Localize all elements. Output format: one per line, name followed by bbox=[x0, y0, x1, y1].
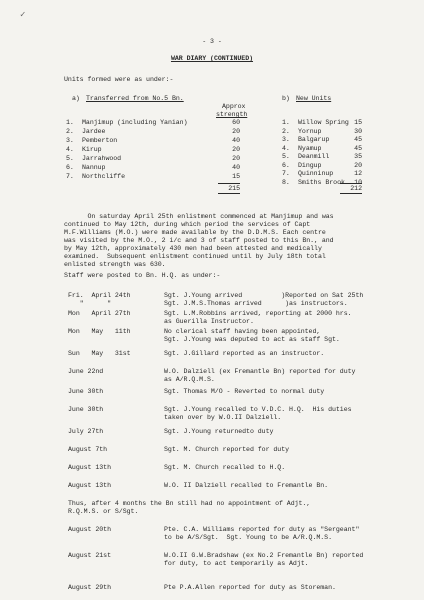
table-row-value: 12 bbox=[354, 170, 362, 177]
punch-hole-mark: ✓ bbox=[20, 10, 26, 20]
table-row-name: Northcliffe bbox=[82, 173, 125, 180]
table-row-number: 4. bbox=[66, 146, 74, 153]
paragraph-line: continued to May 12th, during which period the services of Capt bbox=[64, 221, 311, 228]
table-row-name: Nannup bbox=[82, 164, 106, 171]
table-row-number: 7. bbox=[282, 170, 290, 177]
entry-text: Sgt. Thomas M/O - Reverted to normal duty bbox=[164, 388, 325, 395]
entry-text: Pte P.A.Allen reported for duty as Storeman. bbox=[164, 584, 336, 591]
entry-date: August 7th bbox=[68, 446, 108, 453]
transferred-heading: Transferred from No.5 Bn. bbox=[86, 95, 184, 102]
entry-date: June 22nd bbox=[68, 368, 104, 375]
entry-text: Sgt. J.Gillard reported as an instructor. bbox=[164, 350, 325, 357]
entry-date: August 13th bbox=[68, 464, 111, 471]
page-title: WAR DIARY (CONTINUED) bbox=[170, 55, 254, 62]
table-row-number: 6. bbox=[282, 161, 290, 169]
table-row-value: 40 bbox=[232, 164, 240, 171]
entry-text: Pte. C.A. Williams reported for duty as "Sergeant" bbox=[164, 526, 360, 533]
table-row-value: 20 bbox=[232, 128, 240, 135]
paragraph-line: enlisted strength was 630. bbox=[64, 261, 166, 268]
table-row-number: 8. bbox=[282, 178, 290, 186]
table-row-value: 15 bbox=[232, 173, 240, 180]
thus-line: Thus, after 4 months the Bn still had no appointment of Adjt., bbox=[68, 500, 311, 507]
table-row-name: Quinninup bbox=[298, 170, 334, 177]
table-row-value: 15 bbox=[354, 119, 362, 126]
table-row-number: 5. bbox=[66, 155, 74, 162]
paragraph-line: was visited by the M.O., 2 i/c and 3 of staff posted to this Bn., and bbox=[64, 237, 334, 244]
entry-text: W.O. II Dalziell recalled to Fremantle Bn. bbox=[164, 482, 329, 489]
transferred-total: 215 bbox=[228, 185, 240, 192]
table-row-number: 2. bbox=[282, 127, 290, 135]
entry-text: as A/R.Q.M.S. bbox=[164, 376, 215, 383]
table-row-value: 45 bbox=[354, 136, 362, 143]
entry-date: June 30th bbox=[68, 406, 104, 413]
table-row-number: 3. bbox=[282, 136, 290, 143]
table-row-value: 60 bbox=[232, 119, 240, 126]
table-row-value: 20 bbox=[232, 155, 240, 162]
entry-text: W.O.II G.W.Bradshaw (ex No.2 Fremantle Bn) reported bbox=[164, 552, 364, 559]
table-row-value: 35 bbox=[354, 153, 362, 160]
entry-date: August 29th bbox=[68, 584, 111, 591]
table-row-value: 10 bbox=[354, 178, 362, 186]
entry-text: Sgt. J.Young arrived )Reported on Sat 25th bbox=[164, 292, 364, 299]
table-row-number: 3. bbox=[66, 137, 74, 144]
entry-text: Sgt. J.Young returnedto duty bbox=[164, 428, 274, 435]
table-row-name: Manjimup (including Yanian) bbox=[82, 119, 188, 126]
strength-label: strength bbox=[216, 111, 248, 118]
entry-date: Mon April 27th bbox=[68, 310, 131, 317]
entry-text: Sgt. J.Young recalled to V.D.C. H.Q. His duties bbox=[164, 406, 352, 413]
thus-line: R.Q.M.S. or S/Sgt. bbox=[68, 508, 139, 515]
total-rule-a bbox=[218, 183, 240, 184]
transferred-prefix: a) bbox=[72, 95, 80, 102]
table-row-number: 1. bbox=[66, 119, 74, 126]
entry-text: Sgt. J.Young was deputed to act as staff Sgt. bbox=[164, 336, 340, 343]
paragraph-line: On saturday April 25th enlistment commenced at Manjimup and was bbox=[64, 213, 334, 220]
table-row-number: 7. bbox=[66, 173, 74, 180]
table-row-number: 4. bbox=[282, 144, 290, 152]
paragraph-line: M.F.Williams (M.O.) were made available by the D.D.M.S. Each centre bbox=[64, 229, 326, 236]
total-rule-b bbox=[340, 183, 362, 184]
approx-label: Approx bbox=[222, 103, 246, 110]
table-row-value: 20 bbox=[232, 146, 240, 153]
table-row-name: Deanmill bbox=[298, 153, 330, 160]
entry-text: Sgt. M. Church recalled to H.Q. bbox=[164, 464, 286, 471]
entry-date: August 20th bbox=[68, 526, 111, 533]
new-units-total: 212 bbox=[350, 185, 362, 192]
entry-text: Sgt. J.M.S.Thomas arrived )as instructors. bbox=[164, 300, 348, 307]
table-row-number: 5. bbox=[282, 153, 290, 160]
table-row-name: Jarrahwood bbox=[82, 155, 122, 162]
new-units-prefix: b) bbox=[282, 95, 290, 102]
table-row-name: Balgarup bbox=[298, 136, 330, 143]
entry-date: August 21st bbox=[68, 552, 111, 559]
table-row-value: 20 bbox=[354, 161, 362, 169]
entry-date: Mon May 11th bbox=[68, 328, 131, 335]
entry-text: to be A/S/Sgt. Sgt. Young to be A/R.Q.M.S. bbox=[164, 534, 332, 541]
table-row-name: Willow Spring bbox=[298, 119, 349, 126]
new-units-heading: New Units bbox=[296, 95, 332, 102]
entry-date-ditto: " " bbox=[68, 300, 111, 307]
paragraph-line: examined. Subsequent enlistment continued until by July 18th total bbox=[64, 253, 326, 260]
entry-date: Sun May 31st bbox=[68, 350, 131, 357]
table-row-number: 2. bbox=[66, 128, 74, 135]
table-row-name: Nyamup bbox=[298, 144, 322, 152]
total-rule-b2 bbox=[340, 193, 362, 194]
page-number: - 3 - bbox=[202, 38, 222, 45]
table-row-name: Kirup bbox=[82, 146, 102, 153]
entry-text: Sgt. M. Church reported for duty bbox=[164, 446, 290, 453]
table-row-value: 45 bbox=[354, 144, 362, 152]
table-row-number: 1. bbox=[282, 119, 290, 126]
entry-date: August 13th bbox=[68, 482, 111, 489]
entry-date: July 27th bbox=[68, 428, 104, 435]
entry-text: No clerical staff having been appointed, bbox=[164, 328, 321, 335]
staff-intro: Staff were posted to Bn. H.Q. as under:- bbox=[64, 272, 221, 279]
total-rule-a2 bbox=[218, 193, 240, 194]
paragraph-line: by May 12th, approximately 430 men had been attested and medically bbox=[64, 245, 322, 252]
table-row-name: Smiths Brook bbox=[298, 178, 345, 186]
table-row-name: Dingup bbox=[298, 161, 322, 169]
table-row-number: 6. bbox=[66, 164, 74, 171]
table-row-value: 30 bbox=[354, 127, 362, 135]
entry-date: Fri. April 24th bbox=[68, 292, 131, 299]
entry-text: taken over by W.O.II Dalziell. bbox=[164, 414, 282, 421]
entry-text: W.O. Dalziell (ex Fremantle Bn) reported for duty bbox=[164, 368, 356, 375]
units-intro: Units formed were as under:- bbox=[64, 76, 174, 83]
entry-text: for duty, to act temporarily as Adjt. bbox=[164, 560, 309, 567]
entry-text: as Guerilla Instructor. bbox=[164, 318, 254, 325]
table-row-name: Jardee bbox=[82, 128, 106, 135]
table-row-value: 40 bbox=[232, 137, 240, 144]
table-row-name: Pemberton bbox=[82, 137, 118, 144]
table-row-name: Yornup bbox=[298, 127, 322, 135]
entry-date: June 30th bbox=[68, 388, 104, 395]
entry-text: Sgt. L.M.Robbins arrived, reporting at 2000 hrs. bbox=[164, 310, 352, 317]
